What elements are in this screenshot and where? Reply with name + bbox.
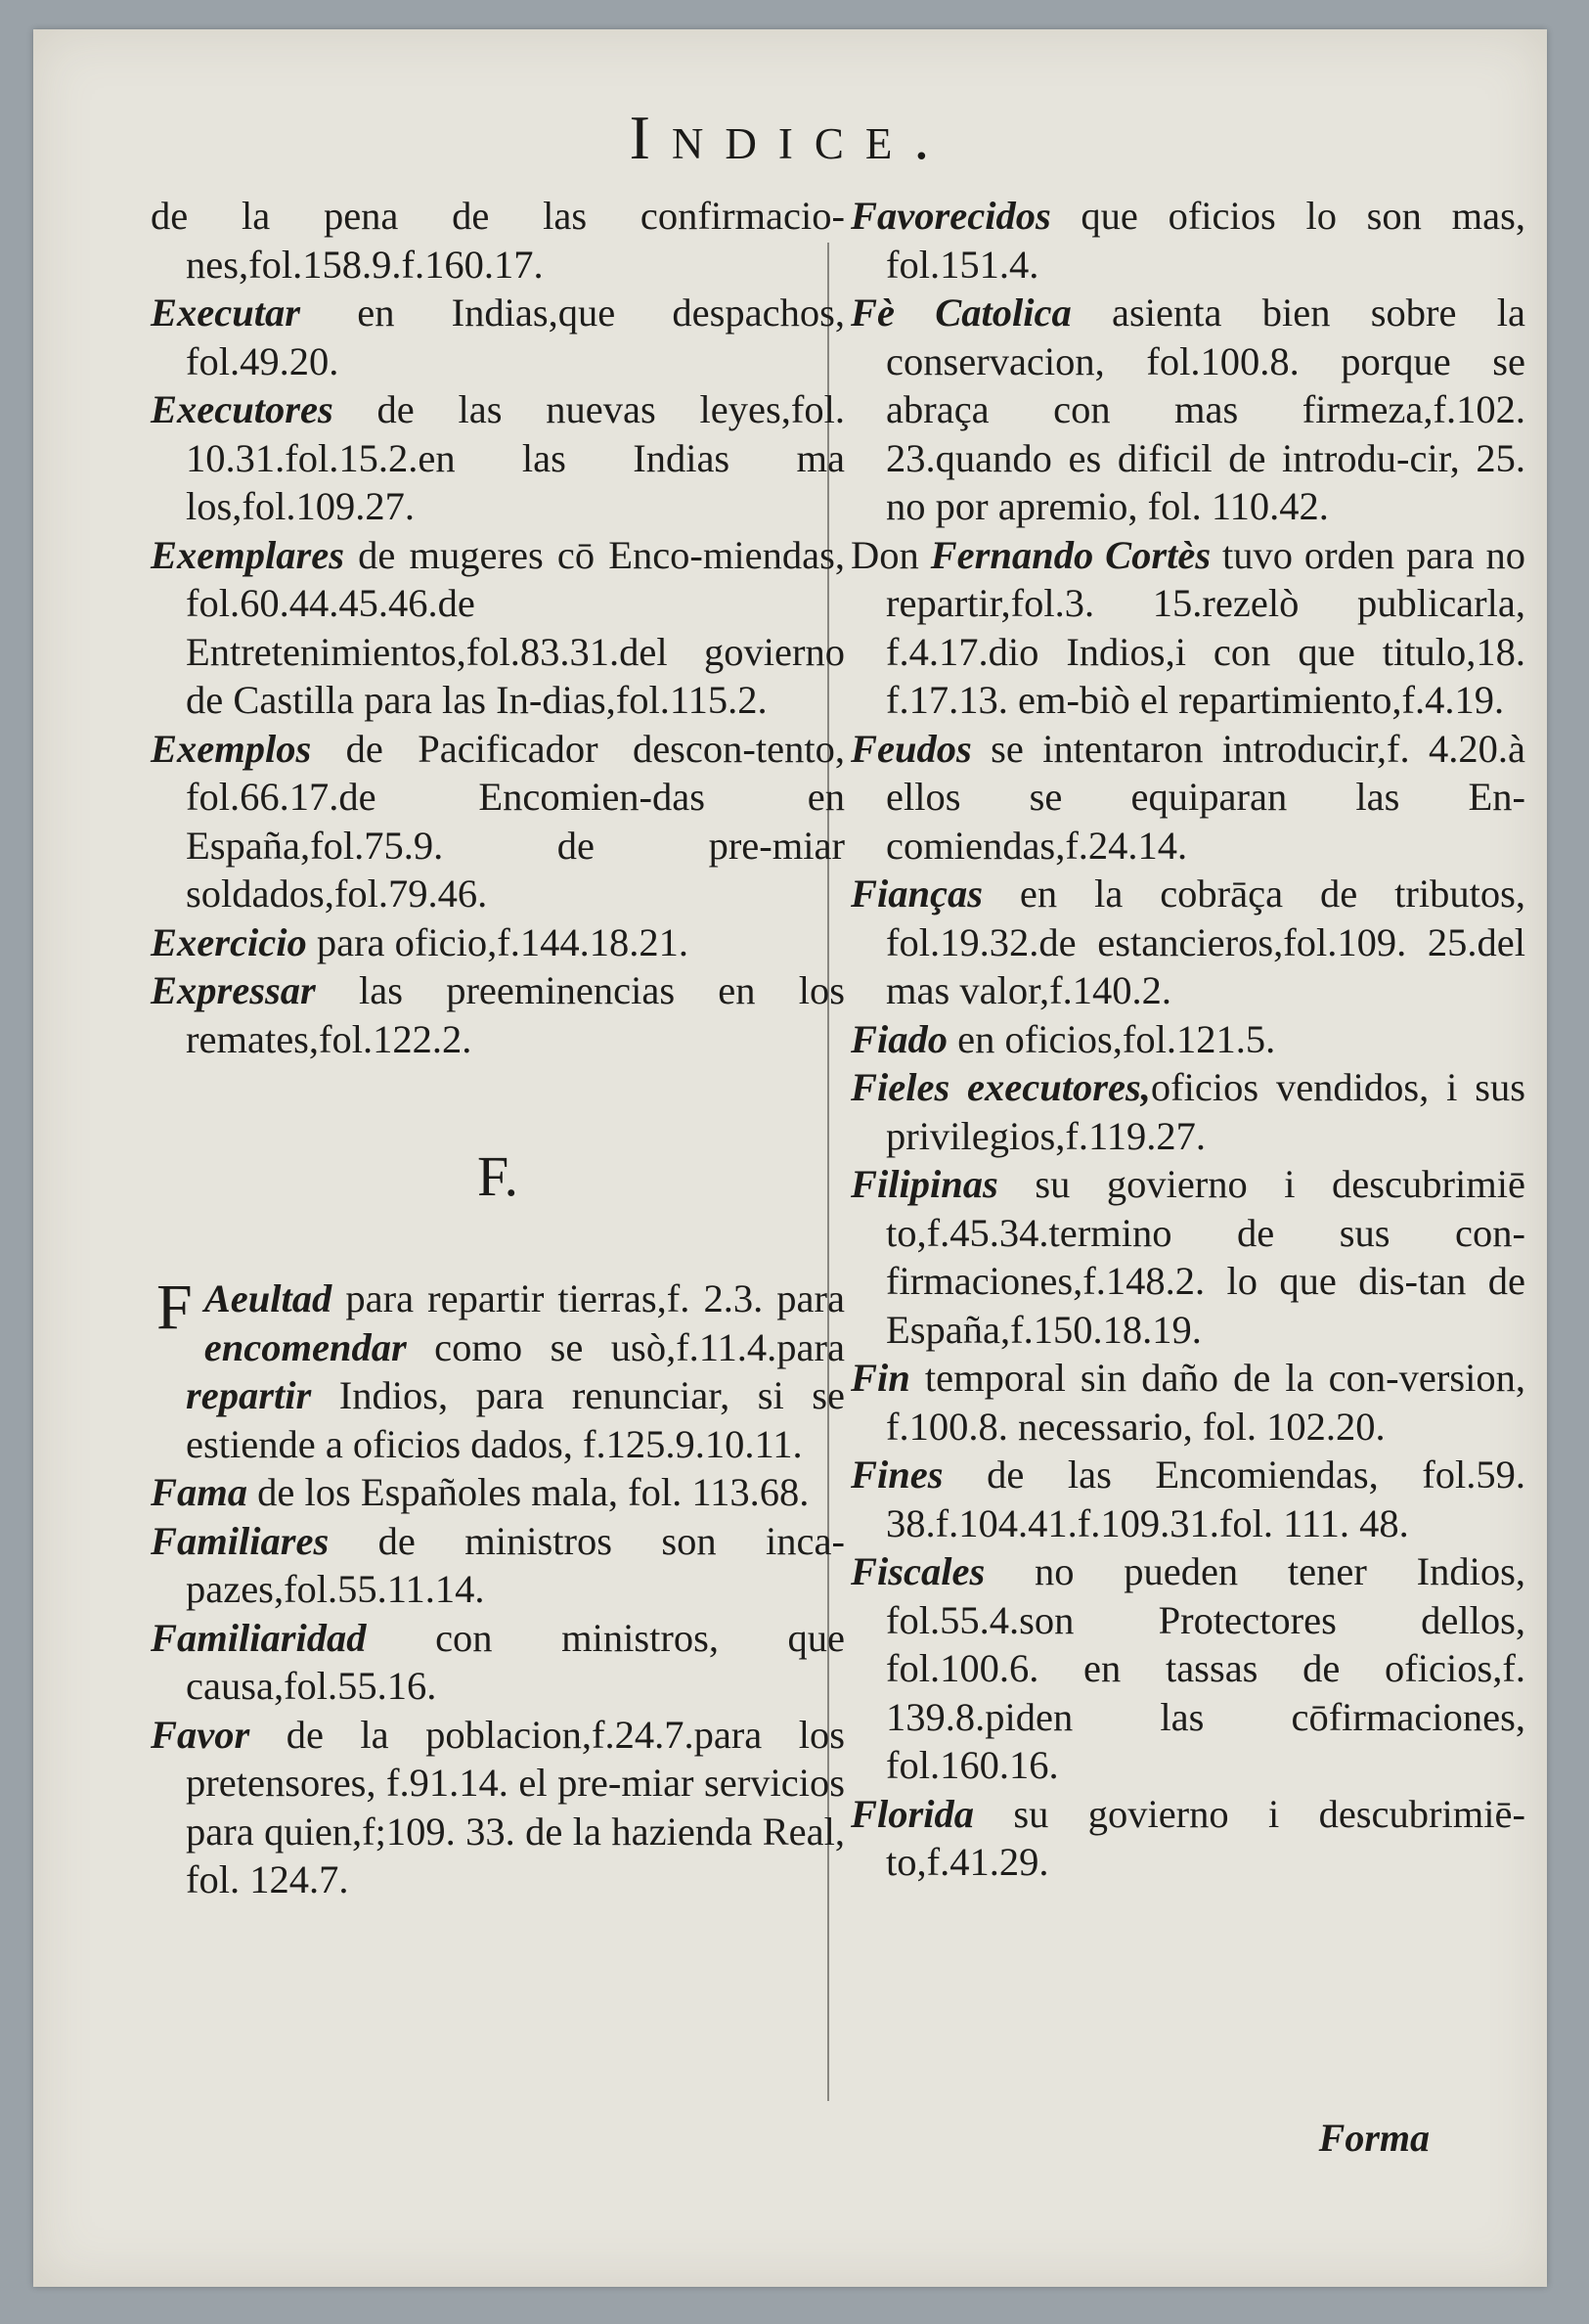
index-entry: Fianças en la cobrāça de tributos, fol.19.32.de estancieros,fol.109. 25.del mas valor,f.140.2. (851, 872, 1525, 1012)
right-column (821, 192, 1525, 1887)
index-entry: Fines de las Encomiendas, fol.59. 38.f.104.41.f.109.31.fol. 111. 48. (851, 1452, 1525, 1545)
book-page (33, 29, 1547, 2287)
index-entry: Filipinas su govierno i descubrimiē to,f.45.34.termino de sus con-firmaciones,f.148.2. lo que dis-tan de España,f.150.18.19. (851, 1162, 1525, 1352)
catchword: Forma (1318, 2116, 1430, 2160)
index-entry: Florida su govierno i descubrimiē-to,f.41.29. (851, 1791, 1525, 1884)
index-entry: Executores de las nuevas leyes,fol. 10.31.fol.15.2.en las Indias ma los,fol.109.27. (151, 387, 845, 528)
index-entry: Favorecidos que oficios lo son mas, fol.151.4. (851, 194, 1525, 287)
index-entry: Familiaridad con ministros, que causa,fol.55.16. (151, 1615, 845, 1708)
section-letter: F. (476, 1144, 519, 1208)
index-entry: Favor de la poblacion,f.24.7.para los pretensores, f.91.14. el pre-miar servicios para quien,f;109. 33. de la hazienda Real, fol. 124.7. (151, 1712, 845, 1901)
index-entry: Fiscales no pueden tener Indios, fol.55.4.son Protectores dellos, fol.100.6. en tassas de oficios,f. 139.8.piden las cōfirmaciones, fol.160.16. (851, 1549, 1525, 1787)
index-entry: Fè Catolica asienta bien sobre la conservacion, fol.100.8. porque se abraça con mas firmeza,f.102. 23.quando es dificil de introdu-cir, 25. no por apremio, fol. 110.42. (851, 290, 1525, 528)
index-entry: Fieles executores,oficios vendidos, i sus privilegios,f.119.27. (851, 1065, 1525, 1158)
index-entry: Exemplares de mugeres cō Enco-miendas, fol.60.44.45.46.de Entretenimientos,fol.83.31.del govierno de Castilla para las In-dias,fol.115.2. (151, 532, 845, 722)
index-entry: de la pena de las confirmacio-nes,fol.158.9.f.160.17. (151, 194, 845, 287)
index-entry: Exemplos de Pacificador descon-tento, fol.66.17.de Encomien-das en España,fol.75.9. de pre-miar soldados,fol.79.46. (151, 726, 845, 916)
index-entry: Feudos se intentaron introducir,f. 4.20.à ellos se equiparan las En-comiendas,f.24.14. (851, 726, 1525, 868)
index-entry: Fin temporal sin daño de la con-version, f.100.8. necessario, fol. 102.20. (851, 1356, 1525, 1449)
index-entry: Don Fernando Cortès tuvo orden para no repartir,fol.3. 15.rezelò publicarla, f.4.17.dio Indios,i con que titulo,18. f.17.13. em-biò el repartimiento,f.4.19. (851, 532, 1526, 722)
index-entry: Fiado en oficios,fol.121.5. (851, 1016, 1276, 1061)
index-entry: Expressar las preeminencias en los remates,fol.122.2. (151, 968, 845, 1061)
drop-cap: F (156, 1272, 193, 1343)
left-column (151, 192, 845, 1904)
index-entry-dropcap: F Aeultad para repartir tierras,f. 2.3. para encomendar como se usò,f.11.4.para repartir Indios, para renunciar, si se estiende a oficios dados, f.125.9.10.11. (156, 1272, 845, 1466)
index-entry: Exercicio para oficio,f.144.18.21. (151, 919, 688, 964)
index-entry: Executar en Indias,que despachos, fol.49.20. (151, 290, 845, 383)
page-header: Indice. (629, 103, 951, 172)
index-entry: Fama de los Españoles mala, fol. 113.68. (151, 1470, 810, 1514)
index-entry: Familiares de ministros son inca-pazes,fol.55.11.14. (151, 1518, 845, 1611)
